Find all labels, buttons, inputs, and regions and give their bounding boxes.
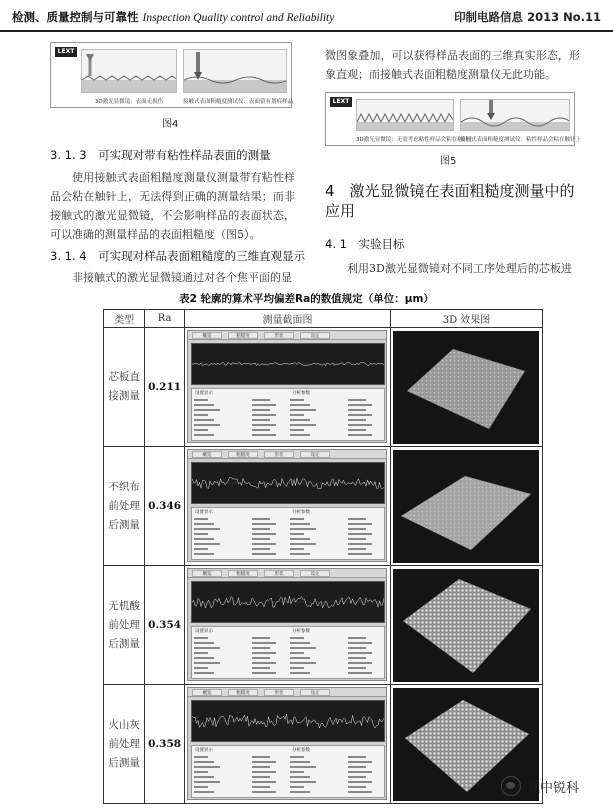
stats-row [290, 765, 382, 769]
screenshot-tab: 粗糙度 [228, 689, 258, 696]
stats-row [290, 408, 382, 412]
journal-info [454, 9, 601, 25]
stats-row [194, 542, 286, 546]
col-3d-image: 3D 效果图 [391, 310, 543, 328]
heading-3-1-4: 3. 1. 4 可实现对样品表面粗糙度的三维直观显示 [50, 249, 306, 263]
stats-row [290, 547, 382, 551]
section-title-cn: 检测、质量控制与可靠性 [12, 10, 139, 24]
surface-plane [401, 476, 531, 550]
heading-4-1: 4. 1 实验目标 [325, 237, 405, 251]
heading-3-1-3: 3. 1. 3 可实现对带有粘性样品表面的测量 [50, 148, 271, 162]
surface-plane [407, 349, 525, 429]
stats-panel [191, 388, 385, 441]
stats-row [194, 765, 286, 769]
stats-row [194, 785, 286, 789]
row-ra-value: 0.211 [145, 328, 185, 447]
stats-row [290, 537, 382, 541]
stats-row [290, 542, 382, 546]
profile-graph [191, 581, 385, 623]
row-type: 无机酸前处理后测量 [104, 566, 145, 685]
stats-row [290, 428, 382, 432]
surface-3d-render [393, 331, 539, 444]
stats-left-head: 设置显示 [195, 391, 214, 396]
watermark-text: 元中锐科 [527, 781, 580, 796]
screenshot-tab: 设定 [300, 451, 330, 458]
section-title-en: Inspection Quality control and Reliability [142, 12, 335, 24]
stats-row [194, 790, 286, 794]
stats-row [194, 527, 286, 531]
screenshot-tab: 形状 [264, 689, 294, 696]
figure-5-panel-stylus [460, 99, 570, 131]
section-title [12, 9, 334, 25]
figure-5-panel-stylus-label: 接触式表面粗糙度测试仪：粘性样品会粘在触针上 [460, 137, 582, 143]
stats-row [290, 527, 382, 531]
screenshot-tabbar [188, 688, 386, 697]
profile-graph [191, 462, 385, 504]
stats-right-head: 分析参数 [292, 510, 311, 515]
table-2-caption: 表2 轮廓的算术平均偏差Ra的数值规定（单位：μm） [179, 293, 434, 305]
stats-row [194, 755, 286, 759]
figure-5-panel-laser-label: 3D激光显微镜：无需考虑粘性样品会粘在触针上 [356, 137, 474, 143]
stats-row [290, 755, 382, 759]
row-ra-value: 0.354 [145, 566, 185, 685]
stats-row [290, 636, 382, 640]
stats-row [194, 408, 286, 412]
stats-row [194, 428, 286, 432]
screenshot-tab: 粗糙度 [228, 332, 258, 339]
stats-row [290, 785, 382, 789]
table-row [104, 566, 543, 685]
stats-row [194, 413, 286, 417]
stats-row [290, 770, 382, 774]
figure-4-caption: 图4 [162, 119, 179, 130]
stats-row [290, 418, 382, 422]
row-type: 火山灰前处理后测量 [104, 685, 145, 804]
stats-row [194, 775, 286, 779]
stats-row [194, 517, 286, 521]
stats-row [290, 517, 382, 521]
stats-right-head: 分析参数 [292, 748, 311, 753]
header-rule [0, 30, 613, 32]
watermark [501, 775, 601, 797]
stats-row [194, 636, 286, 640]
table-header-row [104, 310, 543, 328]
surface-3d-render [393, 450, 539, 563]
stats-row [194, 537, 286, 541]
stats-row [194, 646, 286, 650]
paragraph-3-1-3: 使用接触式表面粗糙度测量仪测量带有粘性样品会粘在触针上，无法得到正确的测量结果；而非接触式的激光显微镜，不会影响样品的表面状态，可以准确的测量样品的表面粗糙度（图5）。 [50, 171, 295, 241]
stats-left-head: 设置显示 [195, 748, 214, 753]
journal-issue: 2013 No.11 [527, 10, 601, 24]
figure-4-panel-laser-label: 3D激光显微镜：表面无损伤 [94, 99, 164, 105]
stats-row [290, 433, 382, 437]
stats-panel [191, 626, 385, 679]
stats-row [194, 780, 286, 784]
figure-5 [325, 92, 582, 146]
paragraph-4-1: 利用3D激光显微镜对不同工序处理后的芯板进 [347, 262, 572, 275]
screenshot-tab: 概览 [192, 689, 222, 696]
screenshot-tab: 设定 [300, 570, 330, 577]
row-section-image [185, 685, 391, 804]
stats-row [290, 532, 382, 536]
page-header [0, 0, 613, 32]
stats-row [290, 403, 382, 407]
stats-row [194, 522, 286, 526]
table-row [104, 447, 543, 566]
screenshot-tab: 设定 [300, 332, 330, 339]
figure-5-caption: 图5 [440, 156, 457, 167]
stats-row [290, 423, 382, 427]
stats-row [290, 398, 382, 402]
stats-row [290, 413, 382, 417]
row-type: 不织布前处理后测量 [104, 447, 145, 566]
surface-plane [403, 579, 531, 673]
stats-row [194, 651, 286, 655]
col-ra: Ra [145, 310, 185, 328]
screenshot-tabbar [188, 569, 386, 578]
stats-row [290, 651, 382, 655]
stats-row [290, 656, 382, 660]
col-section-image: 测量截面图 [185, 310, 391, 328]
screenshot-tabbar [188, 331, 386, 340]
software-screenshot [187, 449, 387, 562]
screenshot-tab: 形状 [264, 451, 294, 458]
software-screenshot [187, 687, 387, 800]
row-3d-image [391, 328, 543, 447]
journal-name: 印制电路信息 [454, 10, 524, 24]
row-ra-value: 0.346 [145, 447, 185, 566]
stats-row [194, 552, 286, 556]
row-3d-image [391, 447, 543, 566]
stats-row [194, 656, 286, 660]
stats-right-head: 分析参数 [292, 629, 311, 634]
ra-table [103, 309, 543, 804]
lext-logo: LEXT [330, 97, 352, 107]
stats-row [290, 671, 382, 675]
stats-row [194, 760, 286, 764]
table-row [104, 685, 543, 804]
stats-row [290, 780, 382, 784]
stats-row [194, 770, 286, 774]
stats-row [194, 666, 286, 670]
stats-panel [191, 745, 385, 798]
stats-row [290, 646, 382, 650]
stats-row [194, 423, 286, 427]
row-3d-image [391, 566, 543, 685]
stats-row [194, 547, 286, 551]
stats-panel [191, 507, 385, 560]
figure-4-panel-stylus [183, 49, 287, 93]
stats-row [194, 398, 286, 402]
screenshot-tab: 概览 [192, 570, 222, 577]
stats-left-head: 设置显示 [195, 629, 214, 634]
stats-row [194, 661, 286, 665]
screenshot-tab: 形状 [264, 332, 294, 339]
stats-right-head: 分析参数 [292, 391, 311, 396]
surface-3d-render [393, 569, 539, 682]
lext-logo: LEXT [55, 47, 77, 57]
screenshot-tab: 粗糙度 [228, 451, 258, 458]
stats-row [290, 552, 382, 556]
wechat-icon [501, 776, 521, 796]
row-section-image [185, 447, 391, 566]
stats-row [194, 403, 286, 407]
screenshot-tabbar [188, 450, 386, 459]
screenshot-tab: 设定 [300, 689, 330, 696]
row-ra-value: 0.358 [145, 685, 185, 804]
row-section-image [185, 566, 391, 685]
software-screenshot [187, 568, 387, 681]
row-type: 芯板直接测量 [104, 328, 145, 447]
stats-row [194, 641, 286, 645]
profile-graph [191, 700, 385, 742]
stats-row [290, 775, 382, 779]
stats-row [194, 532, 286, 536]
stats-row [290, 522, 382, 526]
screenshot-tab: 形状 [264, 570, 294, 577]
software-screenshot [187, 330, 387, 443]
figure-4-panel-laser [81, 49, 177, 93]
stats-row [290, 790, 382, 794]
stats-left-head: 设置显示 [195, 510, 214, 515]
stats-row [290, 661, 382, 665]
table-row [104, 328, 543, 447]
stats-row [290, 666, 382, 670]
heading-4: 4 激光显微镜在表面粗糙度测量中的应用 [325, 182, 575, 220]
screenshot-tab: 粗糙度 [228, 570, 258, 577]
figure-4 [50, 42, 292, 108]
stats-row [290, 641, 382, 645]
figure-4-panel-stylus-label: 接触式表面粗糙度测试仪：表面留有划痕样品 [183, 99, 294, 105]
row-section-image [185, 328, 391, 447]
col-type: 类型 [104, 310, 145, 328]
screenshot-tab: 概览 [192, 451, 222, 458]
stats-row [194, 433, 286, 437]
screenshot-tab: 概览 [192, 332, 222, 339]
stats-row [194, 418, 286, 422]
stats-row [290, 760, 382, 764]
figure-5-panel-laser [356, 99, 454, 131]
stats-row [194, 671, 286, 675]
paragraph-3-1-4: 非接触式的激光显微镜通过对各个焦平面的显 [72, 271, 292, 284]
paragraph-right-top: 微图象叠加，可以获得样品表面的三维真实形态，形象直观；而接触式表面粗糙度测量仪无此功能。 [325, 49, 580, 81]
profile-graph [191, 343, 385, 385]
